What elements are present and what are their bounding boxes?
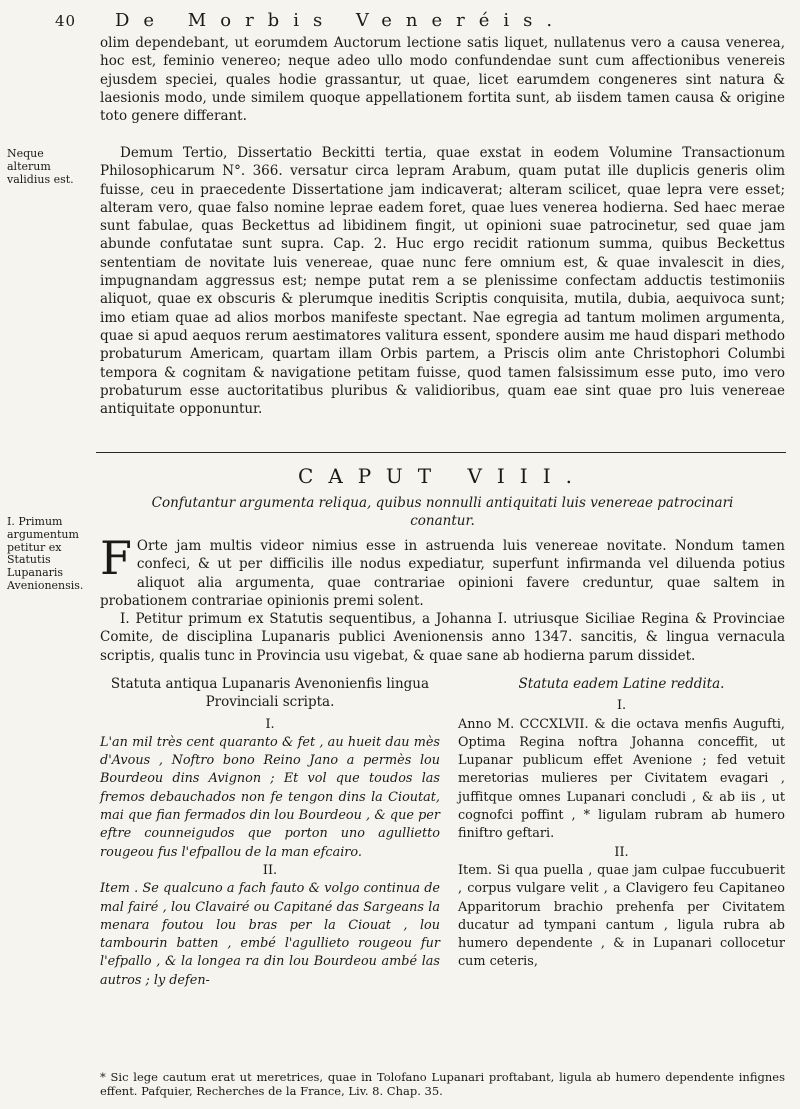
left-article-number: II. — [262, 862, 278, 878]
paragraph-2: Demum Tertio, Dissertatio Beckitti tertia, quae exstat in eodem Volumine Transactionum Philosophicarum N°. 366. versatur circa lepram Arabum, quam putat ille duplicis generis olim fuisse, ceu in praecedente Dissertatione jam indicaverat; alteram scilicet, quae lepra vere esset; alteram vero, quae falso nomine leprae eadem foret, quae lues venerea hodierna. Sed haec merae sunt fabulae, quas Beckettus ad libidinem fingit, ut opinioni suae patrocinetur, sed quae jam abunde confutatae sunt supra. Cap. 2. Huc ergo recidit rationum summa, quibus Beckettus sententiam de novitate luis venereae, quae nunc fere omnium est, & quae invalescit in dies, impugnandam aggressus est; nempe putat rem a se plenissime confectam adductis testimoniis aliquot, quae ex obscuris & plerumque ineditis Scriptis conquisita, mutila, dubia, aequivoca sunt; imo etiam quae ad alios morbos manifeste spectant. Nae egregia ad tantum molimen argumenta, quae si apud aequos rerum aestimatores valitura essent, spondere ausim me haud dispari methodo probaturum Americam, quartam illam Orbis partem, a Priscis olim ante Christophori Columbi tempora & cognitam & navigatione petitam fuisse, quod tamen falsissimum esse puto, imo vero probaturum esse auctoritatibus pluribus & validioribus, quam eae sint quae pro luis venereae antiquitate opponuntur. — [100, 145, 785, 418]
left-article-number: I. — [265, 716, 275, 732]
page-header — [55, 10, 775, 34]
right-article-text: Item. Si qua puella , quae jam culpae fuccubuerit , corpus vulgare velit , a Clavigero feu Capitaneo Apparitorum brachio prehenfa per Civitatem ducatur ad tympani cantum , ligula rubra ab humero dependente , & in Lupanari collocetur cum ceteris, — [458, 862, 785, 970]
left-article-text: Item . Se qualcuno a fach fauto & volgo continua de mal fairé , lou Clavairé ou Capitané das Sargeans la menara foutou lou bras per la Ciouat , lou tambourin batten , embé l'agullieto rougeou fur l'efpallo , & la longea ra din lou Bourdeou ambé las autros ; ly defen- — [100, 881, 440, 988]
left-column-title: Statuta antiqua Lupanaris Avenonienfis lingua Provinciali scripta. — [110, 676, 430, 711]
footnote: * Sic lege cautum erat ut meretrices, quae in Tolofano Lupanari proftabant, ligula ab humero dependente infignes effent. Pafquier, Recherches de la France, Liv. 8. Chap. 35. — [100, 1070, 785, 1098]
right-article-number: I. — [616, 698, 627, 714]
chapter-subtitle: Confutantur argumenta reliqua, quibus nonnulli antiquitati luis venereae patrocinari conantur. — [151, 495, 734, 529]
page-number: 40 — [55, 12, 77, 30]
running-title: De Morbis Veneréis. — [115, 10, 567, 31]
intro-text: Orte jam multis videor nimius esse in astruenda luis venereae novitate. Nondum tamen confeci, & ut per difficilis ille nodus expediatur, superfunt infirmanda vel diluenda potius aliquot alia argumenta, quae contrariae opinioni favere creduntur, quae saltem in probationem contrariae opinionis premi solent. — [100, 538, 785, 609]
right-article-number: II. — [614, 844, 629, 860]
chapter-intro — [100, 531, 785, 665]
left-article-text: L'an mil très cent quaranto & fet , au hueit dau mès d'Avous , Noftro bono Reino Jano a permès lou Bourdeou dins Avignon ; Et vol que toudos las fremos debauchados non fe tengon dins la Cioutat, mai que fian fermados din lou Bourdeou , & que per eftre counneigudos que porton uno agullietto rougeou fus l'efpallou de la man efcairo. — [100, 734, 440, 860]
sidenote-2: I. Primum argumentum petitur ex Statutis Lupanaris Avenionensis. — [7, 515, 84, 592]
right-column-title: Statuta eadem Latine reddita. — [518, 676, 725, 692]
paragraph-1: olim dependebant, ut eorumdem Auctorum lectione satis liquet, nullatenus vero a causa venerea, hoc est, feminio venereo; neque adeo ullo modo confundendae sunt cum affectionibus venereis ejusdem speciei, quales hodie grassantur, ut quae, licet earumdem congeneres sint natura & laesionis modo, unde similem quoque appellationem fortita sunt, ab iisdem tamen causa & origine toto genere differant. — [100, 35, 785, 125]
chapter-heading: CAPUT VIII. — [298, 464, 587, 488]
left-column — [100, 675, 440, 990]
divider-rule — [96, 452, 786, 453]
intro-point: I. Petitur primum ex Statutis sequentibus, a Johanna I. utriusque Siciliae Regina & Provinciae Comite, de disciplina Lupanaris publici Avenionensis anno 1347. sancitis, & lingua vernacula scriptis, qualis tunc in Provincia usu vigebat, & quae sane ab hodierna parum dissidet. — [100, 611, 785, 664]
right-column — [458, 675, 785, 972]
sidenote-1: Neque alterum validius est. — [7, 147, 74, 186]
drop-cap: F — [100, 531, 132, 585]
right-article-text: Anno M. CCCXLVII. & die octava menfis Augufti, Optima Regina noftra Johanna conceffit, ut Lupanar publicum effet Avenione ; fed vetuit meretorias mulieres per Civitatem evagari , juffitque omnes Lupanari concludi , & ab iis , ut cognofci poffint , * ligulam rubram ab humero finiftro geftari. — [458, 716, 785, 842]
